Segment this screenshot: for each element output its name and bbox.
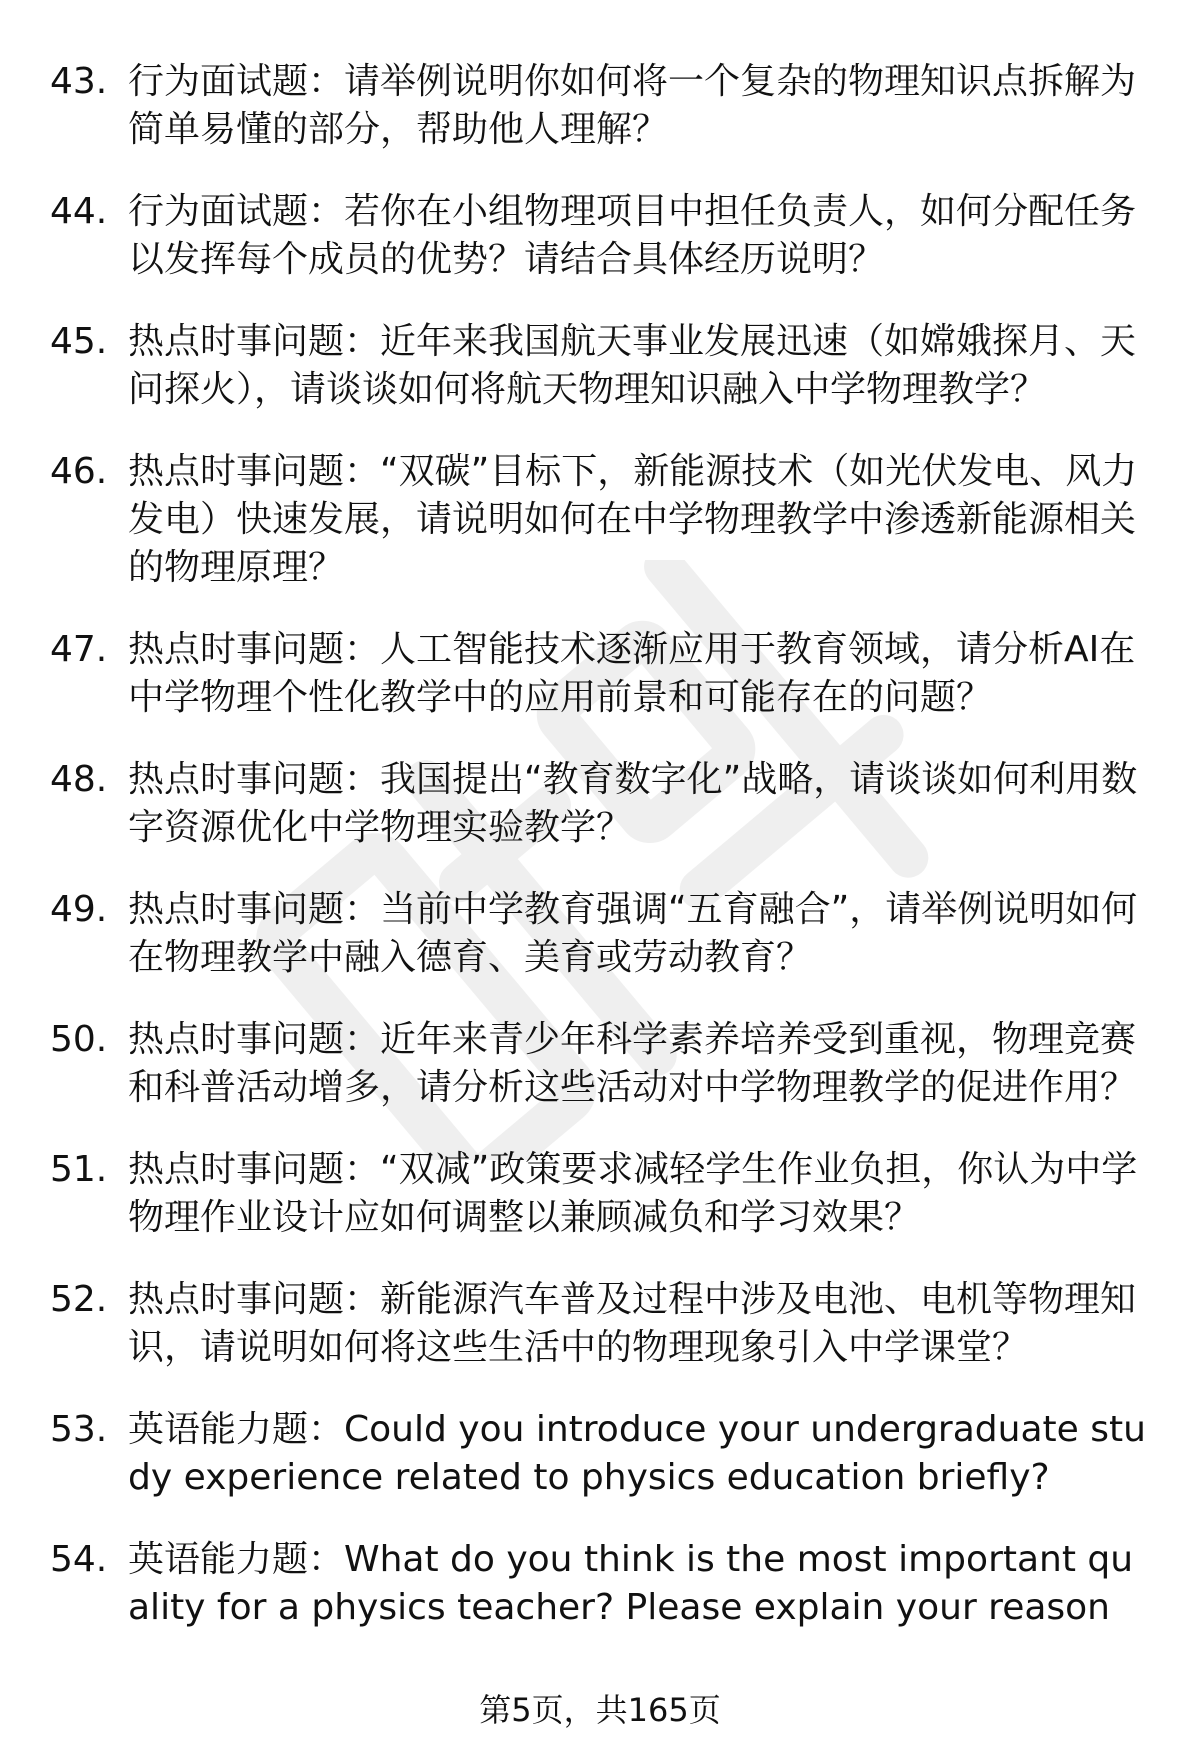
- question-number: 49.: [50, 889, 108, 930]
- list-item: [50, 626, 1150, 722]
- list-item: [50, 1406, 1150, 1502]
- question-text: 行为面试题：请举例说明你如何将一个复杂的物理知识点拆解为简单易懂的部分，帮助他人理解？: [128, 61, 1137, 150]
- question-list: [50, 58, 1150, 1666]
- list-item: [50, 1016, 1150, 1112]
- list-item: [50, 188, 1150, 284]
- question-number: 50.: [50, 1019, 108, 1060]
- list-item: [50, 58, 1150, 154]
- list-item: [50, 1146, 1150, 1242]
- list-item: [50, 886, 1150, 982]
- list-item: [50, 756, 1150, 852]
- question-text: 英语能力题：Could you introduce your undergraduate study experience related to physics education briefly?: [128, 1409, 1146, 1498]
- question-number: 51.: [50, 1149, 108, 1190]
- list-item: [50, 1536, 1150, 1632]
- question-number: 46.: [50, 451, 108, 492]
- question-text: 热点时事问题：新能源汽车普及过程中涉及电池、电机等物理知识，请说明如何将这些生活中的物理现象引入中学课堂？: [128, 1279, 1137, 1368]
- question-number: 53.: [50, 1409, 108, 1450]
- question-number: 48.: [50, 759, 108, 800]
- question-number: 45.: [50, 321, 108, 362]
- page-footer: 第5页，共165页: [479, 1691, 721, 1729]
- question-text: 热点时事问题：当前中学教育强调“五育融合”，请举例说明如何在物理教学中融入德育、美育或劳动教育？: [128, 889, 1138, 978]
- list-item: [50, 448, 1150, 592]
- question-number: 47.: [50, 629, 108, 670]
- question-number: 54.: [50, 1539, 108, 1580]
- question-text: 热点时事问题：“双减”政策要求减轻学生作业负担，你认为中学物理作业设计应如何调整以兼顾减负和学习效果？: [128, 1149, 1138, 1238]
- question-text: 英语能力题：What do you think is the most important quality for a physics teacher? Please explain your reason: [128, 1539, 1134, 1628]
- question-text: 热点时事问题：“双碳”目标下，新能源技术（如光伏发电、风力发电）快速发展，请说明如何在中学物理教学中渗透新能源相关的物理原理？: [128, 451, 1138, 588]
- list-item: [50, 318, 1150, 414]
- question-text: 热点时事问题：近年来青少年科学素养培养受到重视，物理竞赛和科普活动增多，请分析这些活动对中学物理教学的促进作用？: [128, 1019, 1137, 1108]
- question-number: 43.: [50, 61, 108, 102]
- list-item: [50, 1276, 1150, 1372]
- question-number: 44.: [50, 191, 108, 232]
- question-text: 行为面试题：若你在小组物理项目中担任负责人，如何分配任务以发挥每个成员的优势？请结合具体经历说明？: [128, 191, 1137, 280]
- question-text: 热点时事问题：近年来我国航天事业发展迅速（如嫦娥探月、天问探火），请谈谈如何将航天物理知识融入中学物理教学？: [128, 321, 1137, 410]
- question-text: 热点时事问题：我国提出“教育数字化”战略，请谈谈如何利用数字资源优化中学物理实验教学？: [128, 759, 1138, 848]
- question-number: 52.: [50, 1279, 108, 1320]
- question-text: 热点时事问题：人工智能技术逐渐应用于教育领域，请分析AI在中学物理个性化教学中的应用前景和可能存在的问题？: [128, 629, 1136, 718]
